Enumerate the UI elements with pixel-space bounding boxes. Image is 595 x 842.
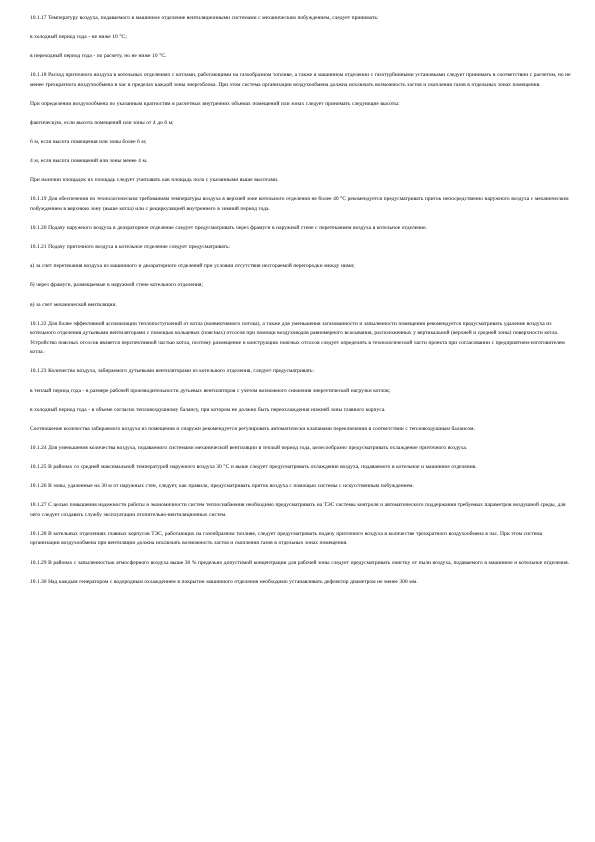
paragraph-10-1-23: 10.1.23 Количество воздуха, забираемого дутьевыми вентиляторами из котельного отделения, следует предусматривать:: [30, 368, 315, 375]
paragraph-height-4m: 4 м, если высота помещений или зоны менее 4 м.: [30, 158, 148, 165]
paragraph-10-1-20: 10.1.20 Подачу наружного воздуха в деаэраторное отделение следует предусматривать через фрамуги в наружной стене с перетеканием воздуха в котельное отделение.: [30, 225, 427, 232]
paragraph-10-1-30: 10.1.30 Над каждым генератором с водородным охлаждением в покрытии машинного отделения необходимо устанавливать дефлектор диаметром не менее 300 мм.: [30, 578, 418, 585]
paragraph-ratio-regulation: Соотношение количества забираемого воздуха из помещения и снаружи рекомендуется регулировать автоматически клапанами переключения в соответствии с тепловоздушным балансом.: [30, 425, 475, 432]
paragraph-10-1-26: 10.1.26 В зоны, удаленные на 30 м от наружных стен, следует, как правило, предусматривать приток воздуха с помощью системы с искусственным побуждением.: [30, 483, 414, 490]
paragraph-10-1-29: 10.1.29 В районах с запыленностью атмосферного воздуха выше 30 % предельно допустимой концентрации для рабочей зоны следует предусматривать очистку от пыли воздуха, подаваемого в машинное и котельное отделения.: [30, 559, 569, 566]
paragraph-item-b: б) через фрамуги, размещаемые в наружной стене котельного отделения;: [30, 282, 203, 289]
paragraph-height-actual: фактическую, если высота помещений или зоны от 4 до 6 м;: [30, 120, 174, 127]
paragraph-height-6m: 6 м, если высота помещения или зоны более 6 м;: [30, 139, 147, 146]
paragraph-warm-period: в теплый период года - в размере рабочей производительности дутьевых вентиляторов с учетом возможного снижения энергетической нагрузки котлов;: [30, 387, 391, 394]
paragraph-10-1-24: 10.1.24 Для уменьшения количества воздуха, подаваемого системами механической вентиляции в теплый период года, целесообразно предусматривать охлаждение приточного воздуха.: [30, 444, 468, 451]
paragraph-transition-period: в переходный период года - по расчету, но не ниже 10 °С.: [30, 53, 167, 60]
paragraph-10-1-19: 10.1.19 Для обеспечения по технологическим требованиям температуры воздуха в верхней зоне котельного отделения не более 40 °С рекомендуется предусматривать приток непосредственно наружного воздуха с механическим побуждением в верхнюю зону (выше котла) или с рециркуляцией внутреннего в зимний период года.: [30, 196, 569, 213]
paragraph-heights-intro: При определении воздухообмена по указанным кратностям в расчетных внутренних объемах помещений или зонах следует принимать следующие высоты:: [30, 100, 400, 107]
paragraph-platforms: При наличии площадок их площадь следует учитывать как площадь пола с указанными выше высотами.: [30, 177, 279, 184]
paragraph-10-1-28: 10.1.28 В котельных отделениях главных корпусов ТЭС, работающих на газообразном топливе, следует предусматривать подачу приточного воздуха в количестве трехкратного воздухообмена в час. При этом система организации воздухообмена при вентиляции должна исключать возможность застоя и скопления газов в отдельных зонах помещения.: [30, 530, 543, 547]
paragraph-10-1-18: 10.1.18 Расход приточного воздуха в котельных отделениях с котлами, работающими на газообразном топливе, а также в машинном отделении с газотурбинными установками следует принимать в соответствии с расчетом, но не менее трехкратного воздухообмена в час в пределах каждой зоны энергоблока. При этом система организации воздухообмена должна исключать возможность застоя и скопления газов в отдельных зонах помещения.: [30, 72, 571, 88]
paragraph-10-1-25: 10.1.25 В районах со средней максимальной температурой наружного воздуха 30 °С и выше следует предусматривать охлаждение воздуха, подаваемого в котельное и машинное отделения.: [30, 463, 477, 470]
paragraph-item-v: в) за счет механической вентиляции.: [30, 301, 117, 308]
paragraph-item-a: а) за счет перетекания воздуха из машинного и деаэраторного отделений при условии отсутствия несгораемой перегородки между ними;: [30, 263, 355, 270]
paragraph-cold-period: в холодный период года - не ниже 10 °С;: [30, 34, 127, 41]
paragraph-10-1-21: 10.1.21 Подачу приточного воздуха в котельное отделение следует предусматривать:: [30, 244, 230, 251]
paragraph-10-1-27: 10.1.27 С целью повышения надежности работы и экономичности систем теплоснабжения необходимо предусматривать на ТЭС системы контроля и автоматического поддержания требуемых параметров воздушной среды, для чего следует создавать службу эксплуатации отопительно-вентиляционных систем.: [30, 502, 566, 518]
paragraph-10-1-17: 10.1.17 Температуру воздуха, подаваемого в машинное отделение вентиляционными системами с механическим побуждением, следует принимать:: [30, 15, 379, 21]
paragraph-cold-period-volume: в холодный период года - в объеме согласно тепловоздушному балансу, при котором не должно быть переохлаждения нижней зоны главного корпуса.: [30, 406, 386, 413]
paragraph-10-1-22: 10.1.22 Для более эффективной ассимиляции теплопоступлений от котла (конвективного потока), а также для уменьшения загазованности и запыленности помещения рекомендуется предусматривать удаление воздуха из котельного отделения дутьевыми вентиляторами с помощью кольцевых (поясных) отсосов при помощи воздуховодов равномерного всасывания, расположенных у вертикальной (верхней и средней зоны) поверхности котла. Устройство поясных отсосов является перспективной частью котла, поэтому размещение и конструкцию поясных отсосов следует определять в технологической части проекта при согласовании с предприятием-изготовителем котла.: [30, 320, 565, 356]
